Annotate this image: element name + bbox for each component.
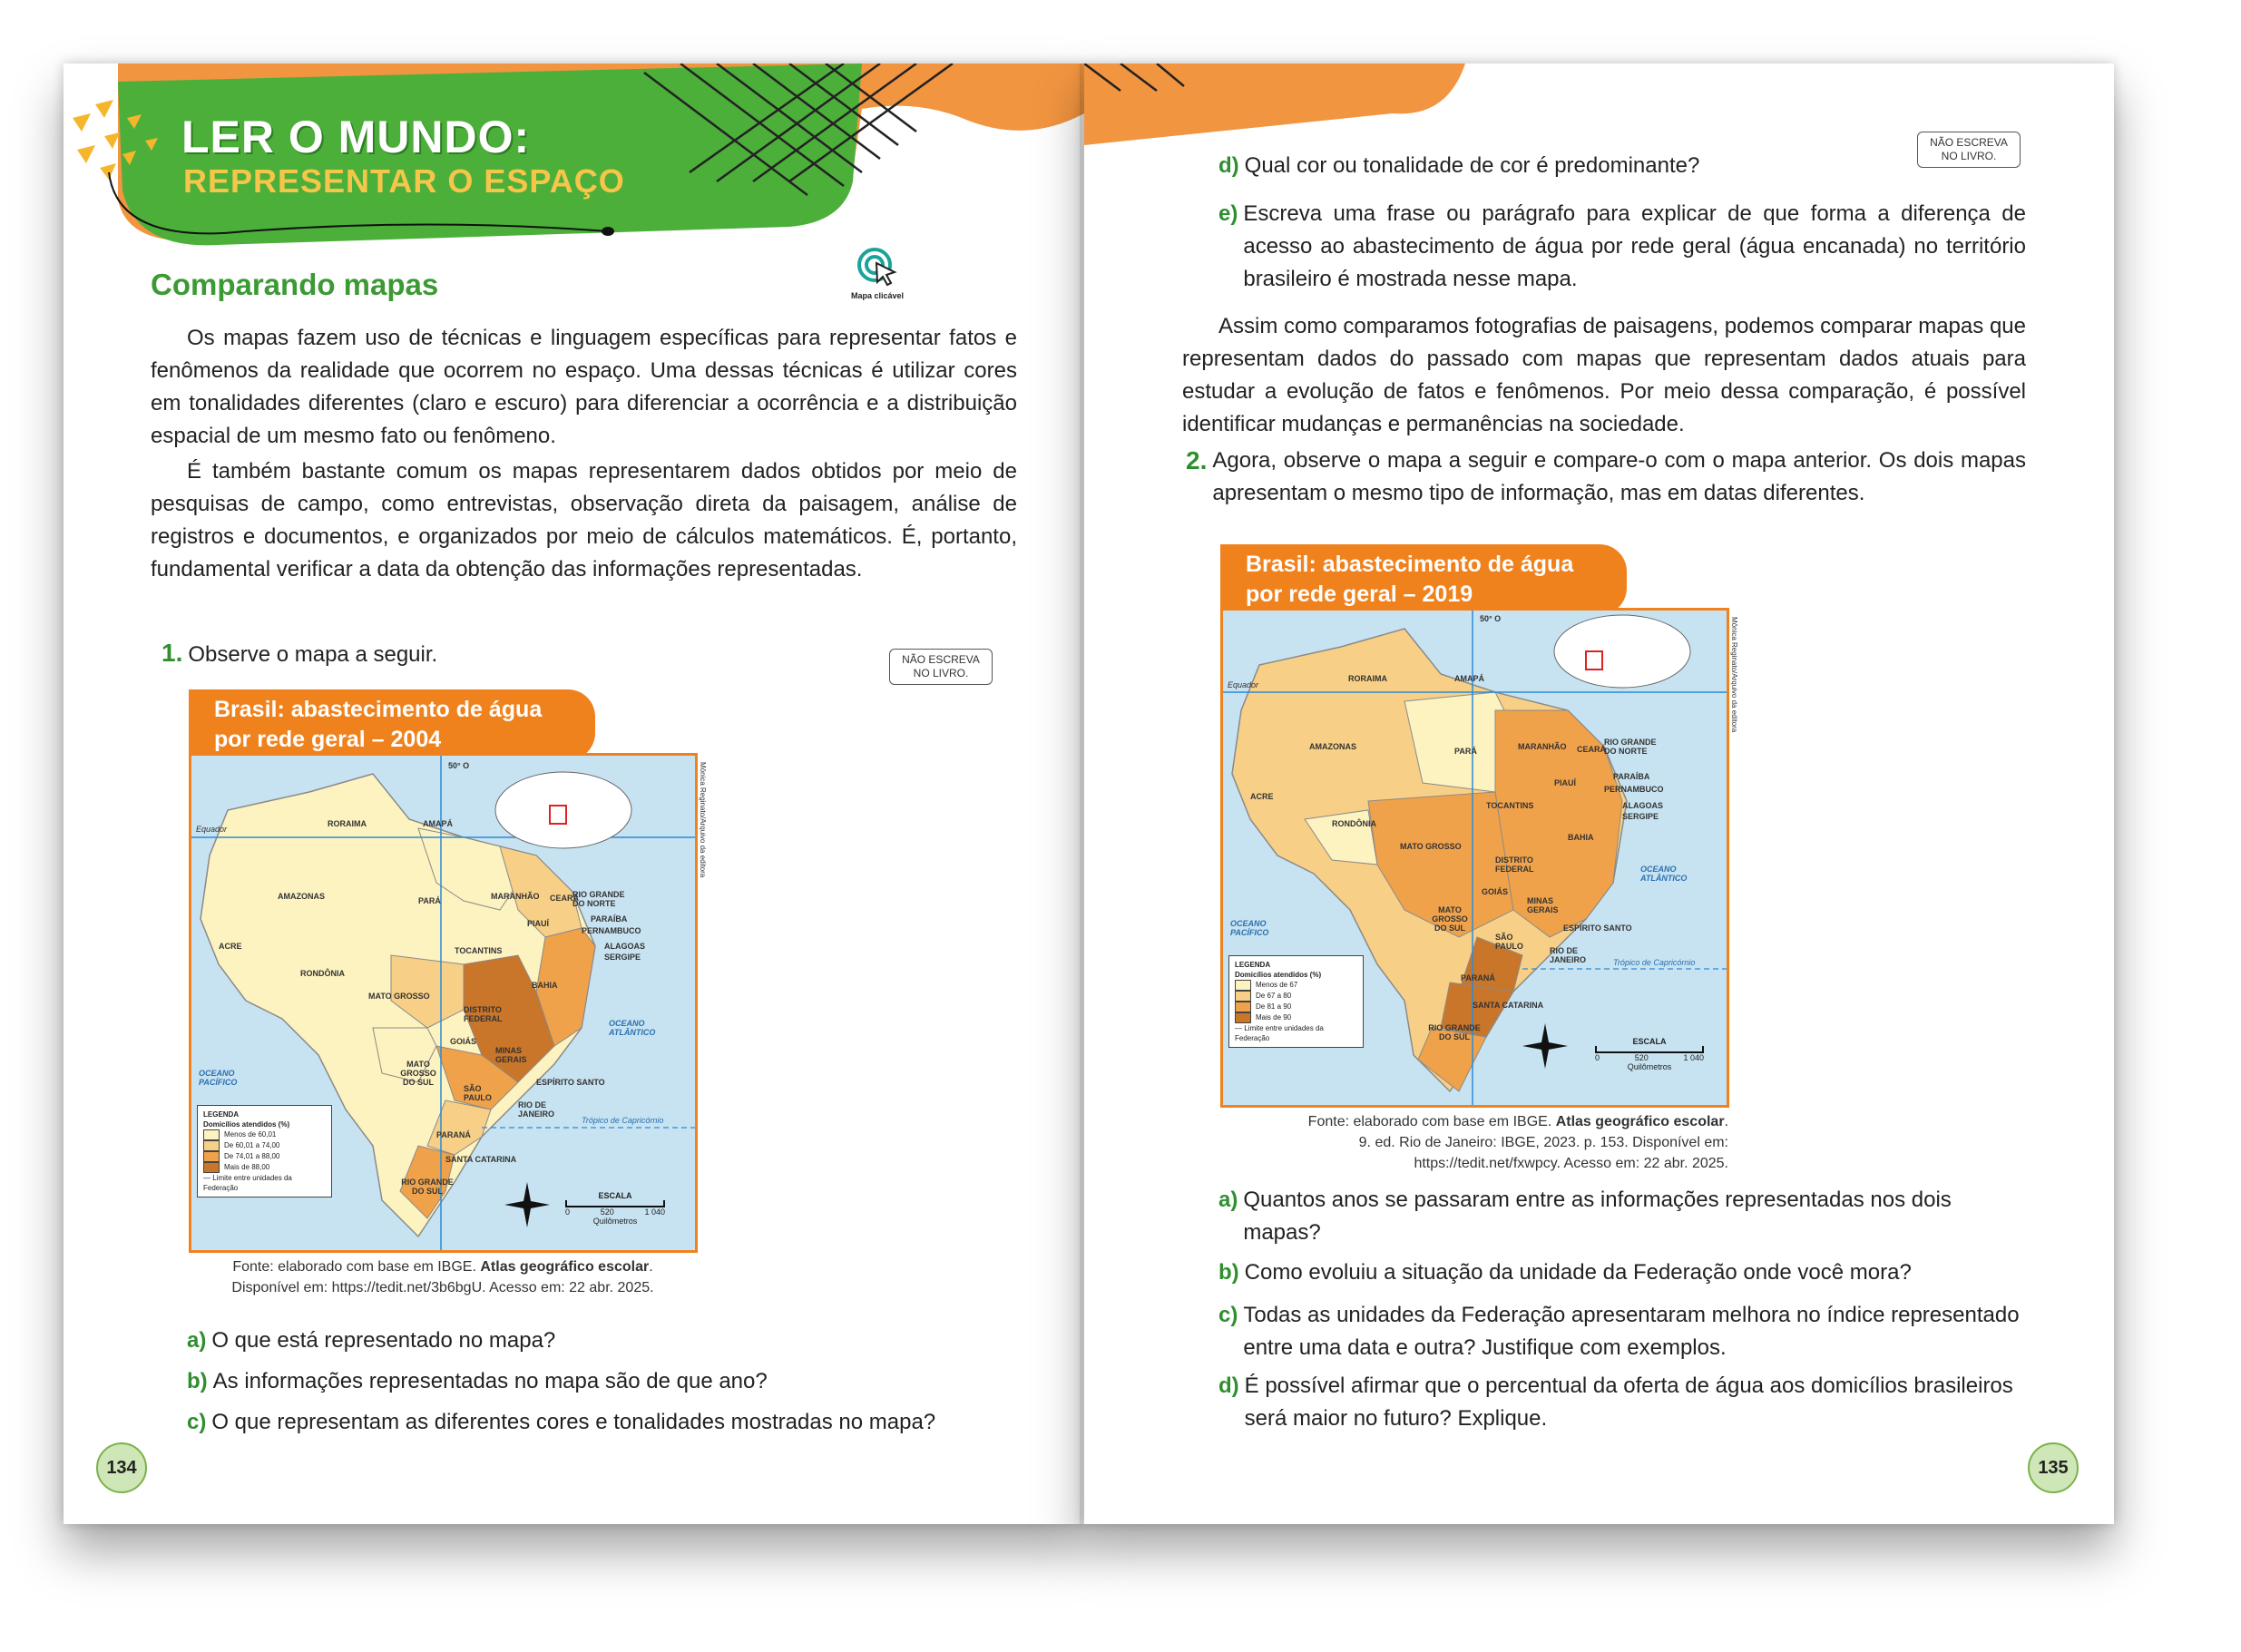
question-1d — [1218, 150, 1699, 182]
state-label: PARÁ — [1454, 747, 1477, 756]
badge-line: NO LIVRO. — [1941, 150, 1997, 162]
state-label: MINAS GERAIS — [495, 1046, 527, 1064]
state-label: AMAPÁ — [1454, 674, 1484, 683]
header-banner-right — [1084, 64, 1538, 163]
state-label: PARANÁ — [1461, 973, 1495, 982]
map-2019[interactable] — [1220, 608, 1729, 1108]
scale-bar — [565, 1191, 665, 1226]
map-credit: Mônica Reginato/Arquivo da editora — [699, 762, 707, 878]
state-label: DISTRITO FEDERAL — [1495, 855, 1534, 874]
state-label: RIO DE JANEIRO — [518, 1100, 555, 1119]
question-text: O que está representado no mapa? — [211, 1328, 556, 1353]
scale-tick: 520 — [1634, 1053, 1649, 1062]
paragraph-3: Assim como comparamos fotografias de paisagens, podemos comparar mapas que representam dados do passado com mapas que representam dados atuais para estudar a evolução de fatos e fenômenos. Por meio dessa comparação, é possível identificar mudanças e permanências na sociedade. — [1182, 314, 2026, 436]
map-title-2004 — [189, 689, 595, 760]
scale-tick: 1 040 — [1683, 1053, 1704, 1062]
question-1 — [161, 637, 437, 671]
clickable-map-icon-wrap[interactable] — [846, 245, 909, 300]
paragraph-2: É também bastante comum os mapas representarem dados obtidos por meio de pesquisas de campo, como entrevistas, observação direta da paisagem, análise de registros e documentos, e organizados por meio de cálculos matemáticos. É, portanto, fundamental verificar a data da obtenção das informações representadas. — [151, 459, 1017, 582]
equator-label: Equador — [1228, 680, 1259, 689]
state-label: SÃO PAULO — [464, 1084, 492, 1102]
scale-title: ESCALA — [598, 1191, 632, 1200]
state-label: ALAGOAS — [604, 942, 645, 951]
question-letter: a) — [1218, 1188, 1238, 1212]
state-label: RORAIMA — [1348, 674, 1387, 683]
ocean-atlantic-label — [609, 1019, 655, 1037]
question-text: Quantos anos se passaram entre as informações representadas nos dois mapas? — [1243, 1188, 1952, 1245]
legend-swatch — [1235, 1002, 1251, 1012]
scale-line — [565, 1200, 665, 1207]
legend-2019 — [1228, 955, 1364, 1048]
section-title: Comparando mapas — [151, 268, 439, 301]
page-number-left: 134 — [96, 1442, 147, 1493]
question-2b — [1218, 1256, 2026, 1289]
legend-item-label: Limite entre unidades da Federação — [1235, 1024, 1324, 1042]
question-letter: c) — [1218, 1303, 1238, 1327]
question-text: Qual cor ou tonalidade de cor é predominante? — [1244, 153, 1700, 178]
legend-swatch — [203, 1129, 220, 1140]
question-text: As informações representadas no mapa são de que ano? — [212, 1369, 768, 1393]
state-label: MATO GROSSO DO SUL — [400, 1060, 436, 1087]
state-label: MARANHÃO — [1518, 742, 1567, 751]
scale-ticks — [1595, 1053, 1704, 1062]
legend-item — [1235, 991, 1357, 1002]
scale-unit: Quilômetros — [592, 1217, 638, 1226]
question-text: Agora, observe o mapa a seguir e compare-o com o mapa anterior. Os dois mapas apresentam o mesmo tipo de informação, mas em datas diferentes. — [1212, 448, 2026, 505]
question-letter: b) — [187, 1369, 208, 1393]
legend-item-label: Mais de 90 — [1256, 1013, 1292, 1022]
ocean-line: OCEANO — [1640, 865, 1677, 874]
state-label: CEARÁ — [550, 894, 580, 903]
question-text: Observe o mapa a seguir. — [188, 642, 438, 667]
state-label: GOIÁS — [1482, 887, 1509, 896]
legend-swatch — [1235, 991, 1251, 1002]
scale-tick: 520 — [600, 1207, 614, 1217]
state-label: BAHIA — [1568, 833, 1594, 842]
state-label: ESPÍRITO SANTO — [536, 1078, 605, 1087]
nao-escreva-badge — [889, 649, 993, 685]
source-book: Atlas geográfico escolar — [480, 1259, 650, 1275]
source-text: Disponível em: https://tedit.net/3b6bgU. Acesso em: 22 abr. 2025. — [231, 1280, 654, 1295]
state-label: AMAZONAS — [1309, 742, 1356, 751]
scale-title: ESCALA — [1632, 1037, 1667, 1046]
ocean-line: ATLÂNTICO — [609, 1028, 656, 1037]
state-label: MATO GROSSO DO SUL — [1432, 905, 1468, 933]
source-text: 9. ed. Rio de Janeiro: IBGE, 2023. p. 153. Disponível em: — [1358, 1135, 1728, 1150]
state-label: DISTRITO FEDERAL — [464, 1005, 503, 1023]
state-label: ACRE — [219, 942, 242, 951]
state-label: RONDÔNIA — [300, 969, 345, 978]
badge-line: NÃO ESCREVA — [902, 653, 980, 666]
header-subtitle: REPRESENTAR O ESPAÇO — [183, 162, 625, 200]
state-label: PERNAMBUCO — [1604, 785, 1664, 794]
state-label: TOCANTINS — [455, 946, 503, 955]
state-label: GOIÁS — [450, 1037, 477, 1046]
badge-line: NÃO ESCREVA — [1930, 136, 2008, 149]
source-text: Fonte: elaborado com base em IBGE. — [232, 1259, 481, 1275]
map-source-2019 — [1220, 1111, 1728, 1174]
state-label: PARÁ — [418, 896, 441, 905]
ocean-pacific-label — [199, 1069, 237, 1087]
legend-item-label: Menos de 60,01 — [224, 1130, 277, 1139]
map-title-2019 — [1220, 544, 1627, 615]
equator-label: Equador — [196, 825, 228, 834]
legend-item-label: Menos de 67 — [1256, 981, 1298, 990]
legend-item-label: De 74,01 a 88,00 — [224, 1152, 280, 1161]
source-text: Fonte: elaborado com base em IBGE. — [1307, 1114, 1556, 1129]
question-number: 1. — [161, 639, 183, 667]
question-letter: e) — [1218, 201, 1238, 226]
scale-tick: 0 — [565, 1207, 571, 1217]
map-title-line: Brasil: abastecimento de água — [214, 697, 543, 722]
legend-subtitle: Domicílios atendidos (%) — [1235, 971, 1322, 979]
map-2004[interactable] — [189, 753, 698, 1253]
state-label: PARAÍBA — [591, 914, 628, 924]
state-label: MATO GROSSO — [1400, 842, 1462, 851]
legend-item-label: Limite entre unidades da Federação — [203, 1174, 292, 1192]
question-2 — [1186, 445, 2026, 510]
state-label: CEARÁ — [1577, 745, 1607, 754]
question-1c — [187, 1406, 935, 1439]
question-letter: a) — [187, 1328, 207, 1353]
ocean-pacific-label — [1230, 919, 1268, 937]
state-label: SANTA CATARINA — [1473, 1001, 1544, 1010]
state-label: SANTA CATARINA — [445, 1155, 517, 1164]
badge-line: NO LIVRO. — [913, 667, 969, 679]
state-label: RIO GRANDE DO SUL — [401, 1178, 454, 1196]
ocean-line: PACÍFICO — [1230, 928, 1269, 937]
scale-tick: 0 — [1595, 1053, 1600, 1062]
ocean-line: PACÍFICO — [199, 1078, 238, 1087]
state-label: MARANHÃO — [491, 892, 540, 901]
scale-unit: Quilômetros — [1627, 1062, 1672, 1071]
source-text: . — [1724, 1114, 1728, 1129]
state-label: MINAS GERAIS — [1527, 896, 1559, 914]
question-1a — [187, 1325, 555, 1357]
ocean-line: OCEANO — [199, 1069, 235, 1078]
legend-item — [1235, 1012, 1357, 1023]
question-2c — [1218, 1299, 2026, 1364]
question-text: É possível afirmar que o percentual da oferta de água aos domicílios brasileiros será maior no futuro? Explique. — [1244, 1373, 2013, 1431]
state-label: ALAGOAS — [1622, 801, 1663, 810]
scale-ticks — [565, 1207, 665, 1217]
state-label: PARANÁ — [436, 1130, 471, 1139]
map-title-line: Brasil: abastecimento de água — [1246, 552, 1574, 577]
source-text: . — [649, 1259, 653, 1275]
map-source-2004 — [198, 1256, 688, 1298]
map-title-line: por rede geral – 2004 — [214, 727, 442, 752]
legend-item — [1235, 980, 1357, 991]
legend-item-label: De 67 a 80 — [1256, 992, 1292, 1001]
legend-item — [203, 1140, 326, 1151]
legend-item: — Limite entre unidades da Federação — [1235, 1024, 1324, 1042]
legend-swatch — [1235, 1012, 1251, 1023]
scale-tick: 1 040 — [644, 1207, 665, 1217]
source-book: Atlas geográfico escolar — [1555, 1114, 1725, 1129]
state-label: PIAUÍ — [527, 919, 550, 928]
clickable-map-label: Mapa clicável — [850, 291, 905, 300]
legend-2004 — [197, 1105, 332, 1197]
question-text: Todas as unidades da Federação apresentaram melhora no índice representado entre uma data e outra? Justifique com exemplos. — [1243, 1303, 2020, 1360]
ocean-line: ATLÂNTICO — [1640, 874, 1688, 883]
ocean-line: OCEANO — [1230, 919, 1267, 928]
state-label: PARAÍBA — [1613, 772, 1650, 781]
question-letter: d) — [1218, 1373, 1239, 1398]
legend-item-label: Mais de 88,00 — [224, 1163, 270, 1172]
legend-swatch — [203, 1140, 220, 1151]
state-label: SERGIPE — [1622, 812, 1659, 821]
state-label: SÃO PAULO — [1495, 933, 1523, 951]
paragraph-1: Os mapas fazem uso de técnicas e linguagem específicas para representar fatos e fenômenos da realidade que ocorrem no espaço. Uma dessas técnicas é utilizar cores em tonalidades diferentes (claro e escuro) para diferenciar a ocorrência e a distribuição espacial de um mesmo fato ou fenômeno. — [151, 326, 1017, 448]
scale-line — [1595, 1046, 1704, 1053]
legend-swatch — [203, 1151, 220, 1162]
question-letter: c) — [187, 1410, 207, 1434]
state-label: RORAIMA — [328, 819, 367, 828]
compass-rose-icon — [504, 1182, 550, 1227]
tropic-label: Trópico de Capricórnio — [582, 1116, 664, 1125]
tropic-label: Trópico de Capricórnio — [1613, 958, 1696, 967]
legend-title: LEGENDA — [203, 1110, 240, 1119]
question-1e — [1218, 198, 2026, 296]
cursor-click-icon — [855, 245, 900, 287]
legend-swatch — [1235, 980, 1251, 991]
legend-item — [203, 1129, 326, 1140]
legend-item — [203, 1162, 326, 1173]
question-2a — [1218, 1184, 2026, 1249]
right-page — [1084, 64, 2114, 1524]
header-title: LER O MUNDO: — [181, 112, 531, 162]
legend-item-label: De 60,01 a 74,00 — [224, 1141, 280, 1150]
meridian-label: 50° O — [1480, 614, 1502, 623]
state-label: TOCANTINS — [1486, 801, 1534, 810]
legend-title: LEGENDA — [1235, 961, 1271, 969]
state-label: ACRE — [1250, 792, 1274, 801]
state-label: ESPÍRITO SANTO — [1563, 924, 1632, 933]
legend-item: — Limite entre unidades da Federação — [203, 1174, 292, 1192]
state-label: RIO GRANDE DO NORTE — [1604, 738, 1657, 756]
state-label: AMAPÁ — [423, 819, 453, 828]
question-text: Escreva uma frase ou parágrafo para explicar de que forma a diferença de acesso ao abastecimento de água por rede geral (água encanada) no território brasileiro é mostrada nesse mapa. — [1243, 201, 2026, 291]
state-label: RIO GRANDE DO NORTE — [572, 890, 625, 908]
state-label: AMAZONAS — [278, 892, 325, 901]
nao-escreva-badge — [1917, 132, 2021, 168]
state-label: BAHIA — [532, 981, 558, 990]
state-label: RIO DE JANEIRO — [1550, 946, 1587, 964]
question-number: 2. — [1186, 446, 1208, 474]
source-text: https://tedit.net/fxwpcy. Acesso em: 22 abr. 2025. — [1414, 1156, 1728, 1171]
state-label: PERNAMBUCO — [582, 926, 641, 935]
question-letter: d) — [1218, 153, 1239, 178]
legend-item-label: De 81 a 90 — [1256, 1002, 1292, 1012]
state-label: MATO GROSSO — [368, 992, 430, 1001]
compass-rose-icon — [1522, 1023, 1568, 1069]
left-page — [64, 64, 1084, 1524]
state-label: RIO GRANDE DO SUL — [1428, 1023, 1481, 1041]
question-2d — [1218, 1370, 2026, 1435]
state-label: PIAUÍ — [1554, 778, 1577, 787]
ocean-line: OCEANO — [609, 1019, 645, 1028]
legend-subtitle: Domicílios atendidos (%) — [203, 1120, 290, 1129]
meridian-label: 50° O — [448, 761, 470, 770]
legend-item — [1235, 1002, 1357, 1012]
question-text: Como evoluiu a situação da unidade da Federação onde você mora? — [1244, 1260, 1912, 1285]
question-text: O que representam as diferentes cores e tonalidades mostradas no mapa? — [211, 1410, 936, 1434]
question-letter: b) — [1218, 1260, 1239, 1285]
legend-swatch — [203, 1162, 220, 1173]
legend-item — [203, 1151, 326, 1162]
scale-bar — [1595, 1037, 1704, 1071]
state-label: SERGIPE — [604, 953, 641, 962]
state-label: RONDÔNIA — [1332, 819, 1376, 828]
ocean-atlantic-label — [1640, 865, 1687, 883]
page-number-right: 135 — [2028, 1442, 2079, 1493]
map-credit: Mônica Reginato/Arquivo da editora — [1730, 617, 1738, 733]
question-1b — [187, 1365, 768, 1398]
map-title-line: por rede geral – 2019 — [1246, 582, 1473, 607]
